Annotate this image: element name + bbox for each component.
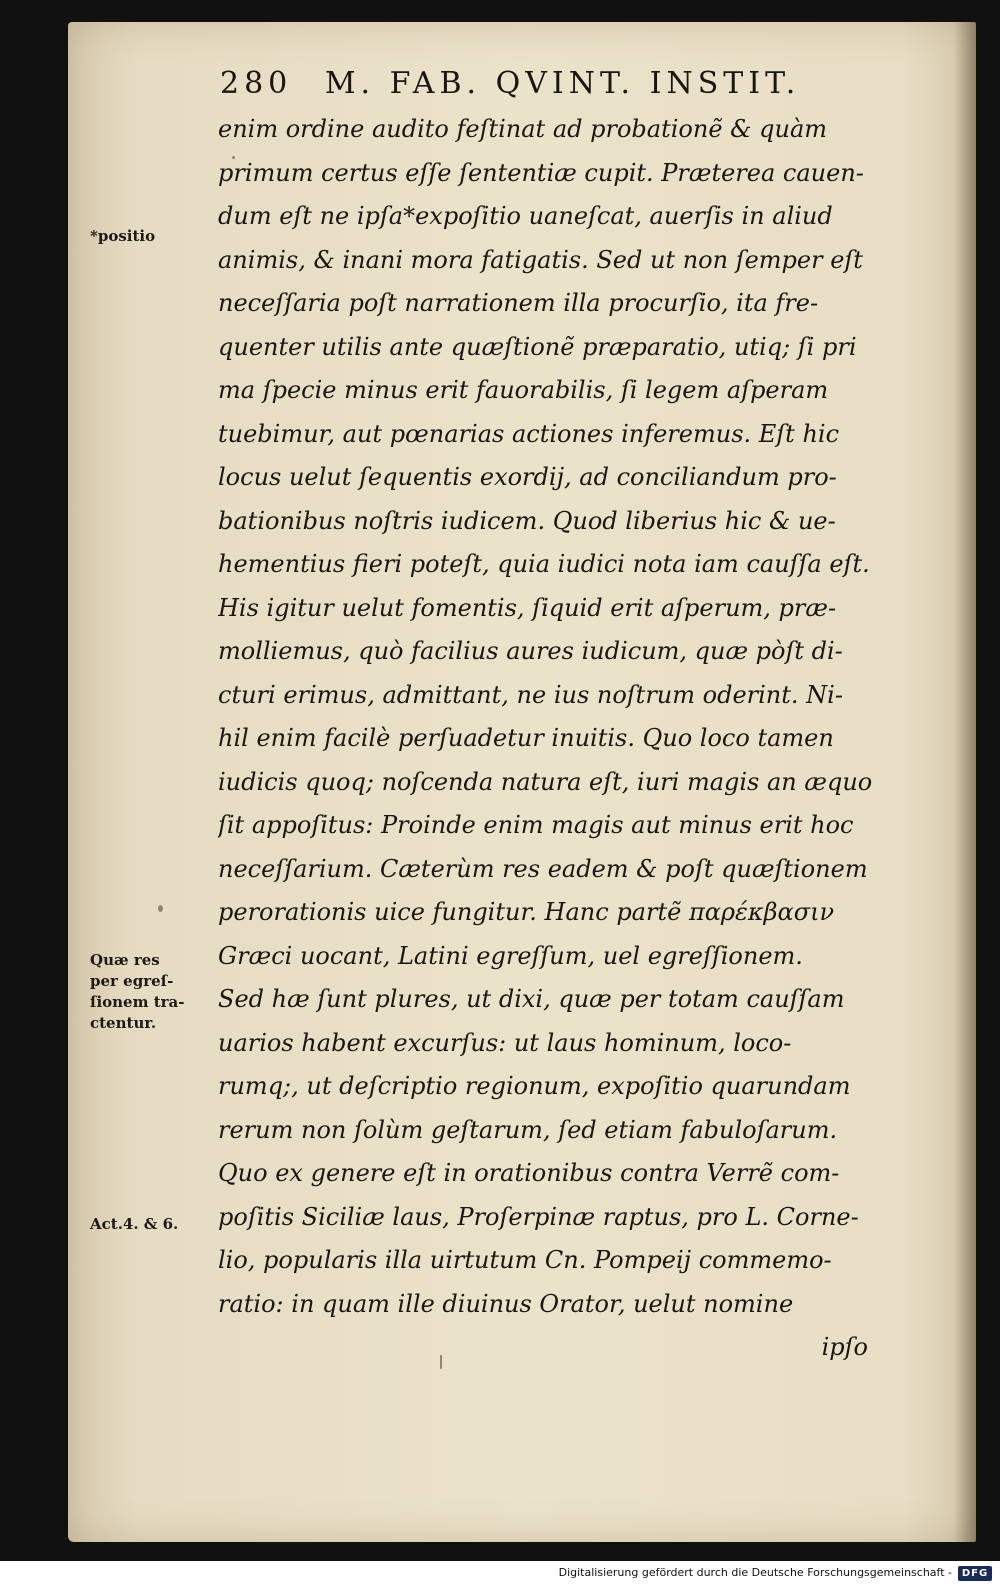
text-line: enim ordine audito feſtinat ad probationẽ & quàm — [218, 115, 828, 143]
margin-note-line: per egreſ- — [90, 972, 174, 990]
text-line: poſitis Siciliæ laus, Proſerpinæ raptus, pro L. Corne- — [218, 1202, 859, 1231]
text-line: cturi erimus, admittant, ne ius noſtrum oderint. Ni- — [218, 680, 843, 709]
text-line: primum certus eſſe ſententiæ cupit. Præterea cauen- — [218, 158, 864, 187]
margin-note-egressio — [90, 950, 212, 1034]
running-head — [220, 66, 880, 110]
text-line: neceſſaria poſt narrationem illa procurſio, ita fre- — [218, 289, 819, 317]
text-line: rumq;, ut deſcriptio regionum, expoſitio quarundam — [218, 1072, 851, 1100]
text-line: ſit appoſitus: Proinde enim magis aut minus erit hoc — [218, 811, 854, 839]
gutter-shadow — [954, 22, 976, 1542]
text-line: molliemus, quò facilius aures iudicum, quæ pòſt di- — [218, 637, 843, 665]
text-line: Quo ex genere eſt in orationibus contra Verrẽ com- — [218, 1159, 840, 1187]
text-line: bationibus noſtris iudicem. Quod liberius hic & ue- — [218, 506, 836, 535]
text-line: rerum non ſolùm geſtarum, ſed etiam fabuloſarum. — [218, 1115, 838, 1144]
text-line: animis, & inani mora fatigatis. Sed ut non ſemper eſt — [218, 245, 863, 274]
text-line: tuebimur, aut pœnarias actiones inferemus. Eſt hic — [218, 419, 840, 448]
text-line: neceſſarium. Cæterùm res eadem & poſt quæſtionem — [218, 854, 868, 883]
margin-note-act — [90, 1214, 212, 1235]
text-line: ipſo — [821, 1333, 868, 1361]
body-text — [218, 108, 898, 1370]
text-line: His igitur uelut fomentis, ſiquid erit aſperum, præ- — [218, 593, 837, 622]
text-line: uarios habent excurſus: ut laus hominum, loco- — [218, 1028, 792, 1057]
margin-note-line: Act.4. & 6. — [90, 1215, 179, 1233]
text-line: hementius fieri poteſt, quia iudici nota iam cauſſa eſt. — [218, 550, 870, 578]
text-line: locus uelut ſequentis exordij, ad conciliandum pro- — [218, 463, 837, 491]
running-title: M. FAB. QVINT. INSTIT. — [324, 66, 801, 101]
margin-note-line: ctentur. — [90, 1014, 157, 1032]
text-line: ratio: in quam ille diuinus Orator, uelut nomine — [218, 1289, 794, 1318]
ink-speck — [158, 905, 163, 912]
text-line: dum eſt ne ipſa*expoſitio uaneſcat, auerſis in aliud — [218, 202, 833, 230]
text-line: Sed hæ ſunt plures, ut dixi, quæ per totam cauſſam — [218, 985, 845, 1013]
margin-note-line: Quæ res — [90, 951, 160, 969]
margin-note-line: *positio — [90, 227, 156, 245]
text-line: ma ſpecie minus erit fauorabilis, ſi legem aſperam — [218, 376, 829, 404]
footer-credit: Digitalisierung gefördert durch die Deutsche Forschungsgemeinschaft - — [558, 1566, 952, 1579]
margin-note-line: ſionem tra- — [90, 993, 185, 1011]
text-line: perorationis uice fungitur. Hanc partẽ παρέκβασιν — [218, 898, 835, 926]
margin-note-positio — [90, 226, 212, 247]
text-line: Græci uocant, Latini egreſſum, uel egreſſionem. — [218, 941, 803, 970]
digitization-footer — [0, 1561, 1000, 1587]
dfg-logo: DFG — [958, 1566, 992, 1581]
text-line: quenter utilis ante quæſtionẽ præparatio, utiq; ſi pri — [218, 332, 857, 361]
text-line: hil enim facilè perſuadetur inuitis. Quo loco tamen — [218, 724, 834, 752]
page-number: 280 — [220, 66, 293, 101]
text-line: iudicis quoq; noſcenda natura eſt, iuri magis an æquo — [218, 767, 873, 796]
text-line: lio, popularis illa uirtutum Cn. Pompeij commemo- — [218, 1246, 832, 1274]
